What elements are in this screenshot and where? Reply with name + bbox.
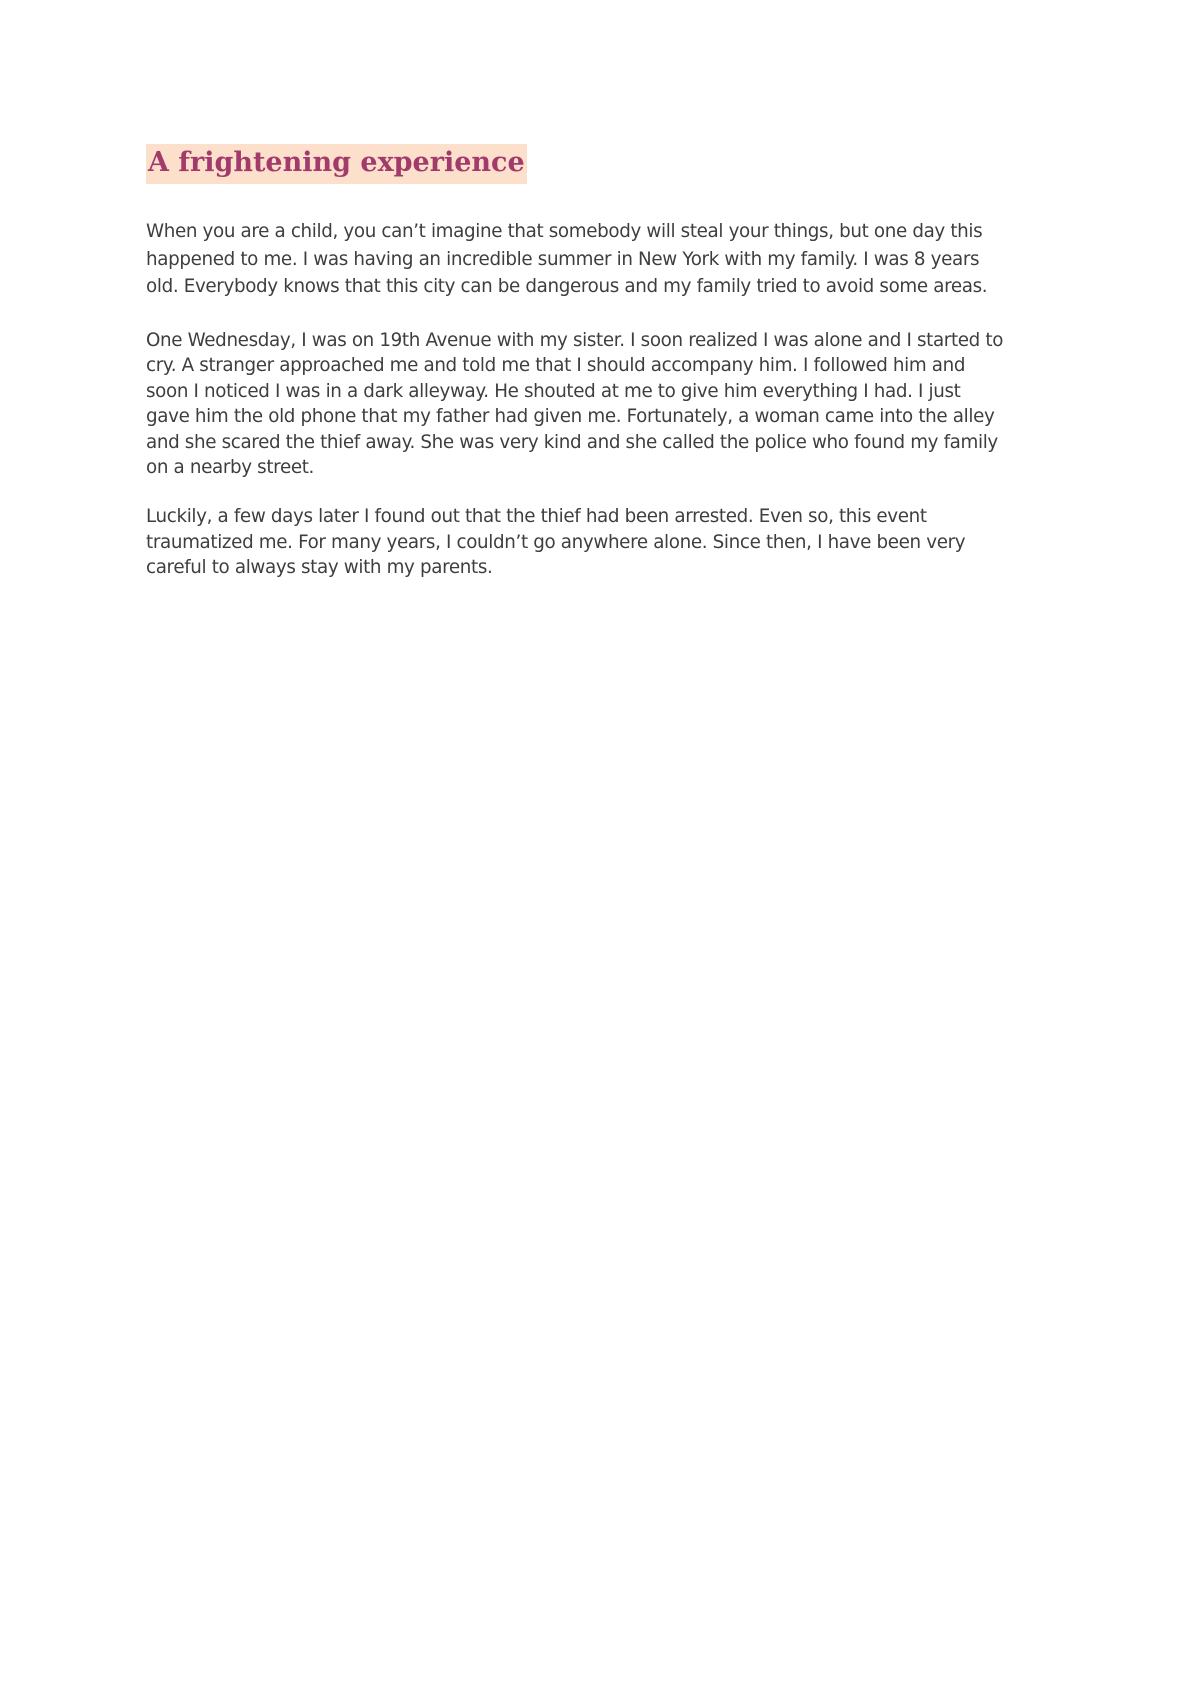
- document-title: A frightening experience: [146, 144, 527, 184]
- paragraph-2: One Wednesday, I was on 19th Avenue with my sister. I soon realized I was alone and I started to cry. A stranger approached me and told me that I should accompany him. I followed him and soon I noticed I was in a dark alleyway. He shouted at me to give him everything I had. I just gave him the old phone that my father had given me. Fortunately, a woman came into the alley and she scared the thief away. She was very kind and she called the police who found my family on a nearby street.: [146, 329, 1004, 479]
- paragraph-3: Luckily, a few days later I found out that the thief had been arrested. Even so, this event traumatized me. For many years, I couldn’t go anywhere alone. Since then, I have been very careful to always stay with my parents.: [146, 506, 966, 579]
- document-content: [146, 144, 1066, 581]
- paragraph-1: When you are a child, you can’t imagine that somebody will steal your things, but one day this happened to me. I was having an incredible summer in New York with my family. I was 8 years old. Everybody knows that this city can be dangerous and my family tried to avoid some areas.: [146, 221, 988, 297]
